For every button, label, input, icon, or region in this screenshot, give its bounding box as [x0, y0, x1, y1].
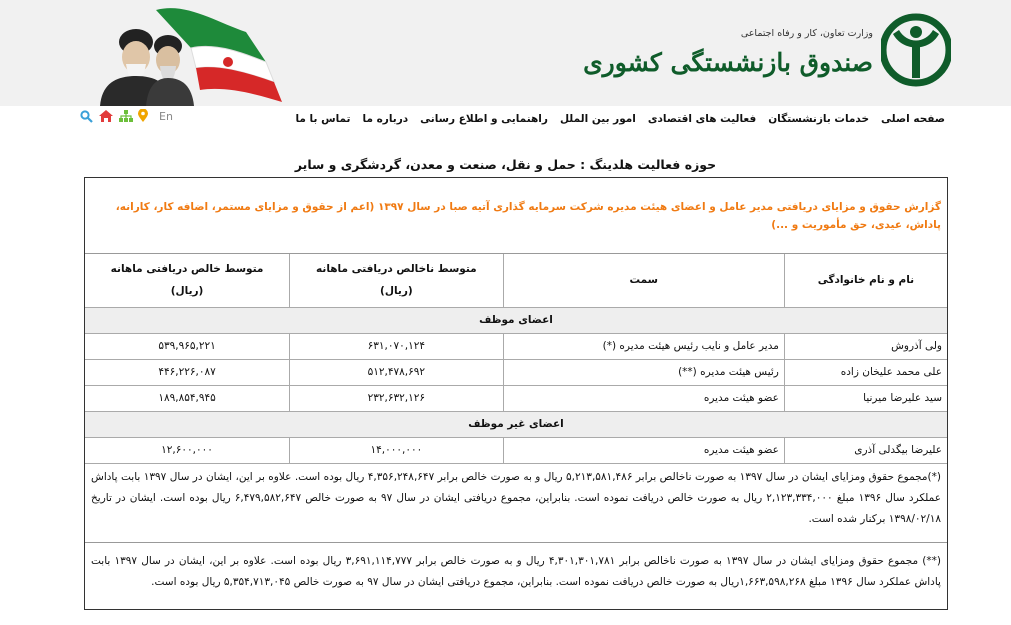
sitemap-icon[interactable]	[119, 109, 133, 123]
header-name: نام و نام خانوادگی	[784, 254, 947, 307]
page-title: حوزه فعالیت هلدینگ : حمل و نقل، صنعت و معدن، گردشگری و سایر	[294, 157, 717, 172]
table-header-row	[85, 254, 947, 307]
toolbar-icons	[80, 109, 173, 123]
cell-position: مدیر عامل و نایب رئیس هیئت مدیره (*)	[503, 333, 784, 359]
logo-mark-icon	[881, 12, 951, 90]
cell-name: سید علیرضا میرنیا	[784, 385, 947, 411]
cell-gross: ۱۴,۰۰۰,۰۰۰	[290, 437, 504, 463]
header-position: سمت	[503, 254, 784, 307]
header-gross-label: متوسط ناخالص دریافتی ماهانه	[316, 263, 477, 276]
footnote-2: (**) مجموع حقوق ومزایای ایشان در سال ۱۳۹۷ به صورت ناخالص برابر ۴,۳۰۱,۳۰۱,۷۸۱ ریال و به صورت خالص برابر ۳,۶۹۱,۱۱۴,۷۷۷ ریال بوده است. علاوه بر این، ایشان در سال ۱۳۹۷ بابت پاداش عملکرد سال ۱۳۹۶ مبلغ ۱,۶۶۳,۵۹۸,۲۶۸ریال به صورت خالص دریافت نموده است. بنابراین، مجموع دریافتی ایشان در سال ۹۷ به صورت خالص ۵,۳۵۴,۷۱۳,۰۴۵ ریال بوده است.	[91, 554, 941, 588]
nav-economic-activities[interactable]: فعالیت های اقتصادی	[647, 113, 757, 125]
section-row-full-time	[85, 307, 947, 333]
main-nav	[289, 113, 951, 125]
section-label: اعضای غیر موظف	[85, 411, 947, 437]
header-net-unit: (ریال)	[170, 285, 204, 298]
cell-gross: ۲۳۲,۶۳۲,۱۲۶	[290, 385, 504, 411]
nav-guide-info[interactable]: راهنمایی و اطلاع رسانی	[420, 113, 548, 125]
cell-position: رئیس هیئت مدیره (**)	[503, 359, 784, 385]
header-gross	[290, 254, 504, 307]
cell-net: ۱۲,۶۰۰,۰۰۰	[85, 437, 290, 463]
footnote-1: (*)مجموع حقوق ومزایای ایشان در سال ۱۳۹۷ به صورت ناخالص برابر ۵,۲۱۳,۵۸۱,۴۸۶ ریال و به صورت خالص برابر ۴,۳۵۶,۲۴۸,۶۴۷ ریال بوده است. علاوه بر این، ایشان در سال ۱۳۹۷ بابت پاداش عملکرد سال ۱۳۹۶ مبلغ ۲,۱۲۳,۳۳۴,۰۰۰ ریال به صورت خالص دریافت نموده است. بنابراین، مجموع دریافتی ایشان در سال ۹۷ به صورت خالص ۶,۴۷۹,۵۸۲,۶۴۷ ریال بوده است. ایشان در تاریخ ۱۳۹۸/۰۲/۱۸ برکنار شده است.	[85, 464, 947, 543]
table-row	[85, 333, 947, 359]
cell-name: ولی آذروش	[784, 333, 947, 359]
report-box	[84, 177, 948, 610]
org-name: صندوق بازنشستگی کشوری	[583, 48, 873, 77]
search-icon[interactable]	[80, 110, 93, 123]
table-row	[85, 437, 947, 463]
language-switch-en[interactable]: En	[159, 109, 173, 123]
nav-retiree-services[interactable]: خدمات بازنشستگان	[768, 113, 870, 125]
nav-about[interactable]: درباره ما	[362, 113, 409, 125]
leaders-flag-image	[96, 2, 286, 106]
nav-international[interactable]: امور بین الملل	[559, 113, 636, 125]
cell-name: علیرضا بیگدلی آذری	[784, 437, 947, 463]
cell-net: ۴۴۶,۲۲۶,۰۸۷	[85, 359, 290, 385]
table-row	[85, 359, 947, 385]
report-heading: گزارش حقوق و مزایای دریافتی مدیر عامل و اعضای هیئت مدیره شرکت سرمایه گذاری آتیه صبا در سال ۱۳۹۷ (اعم از حقوق و مزایای مستمر، اضافه کار، کارانه، پاداش، عیدی، حق مأموریت و ...)	[85, 178, 947, 254]
logo[interactable]	[583, 12, 951, 92]
cell-position: عضو هیئت مدیره	[503, 385, 784, 411]
header-banner	[0, 0, 1011, 106]
section-row-non-full-time	[85, 411, 947, 437]
nav-home[interactable]: صفحه اصلی	[881, 113, 945, 125]
cell-gross: ۵۱۲,۴۷۸,۶۹۲	[290, 359, 504, 385]
section-label: اعضای موظف	[85, 307, 947, 333]
cell-net: ۱۸۹,۸۵۴,۹۴۵	[85, 385, 290, 411]
header-net-label: متوسط خالص دریافتی ماهانه	[110, 263, 264, 276]
cell-net: ۵۳۹,۹۶۵,۲۲۱	[85, 333, 290, 359]
location-icon[interactable]	[138, 109, 148, 123]
ministry-name: وزارت تعاون، کار و رفاه اجتماعی	[740, 28, 873, 39]
header-gross-unit: (ریال)	[380, 285, 413, 298]
table-row	[85, 385, 947, 411]
header-net	[85, 254, 290, 307]
cell-name: علی محمد علیخان زاده	[784, 359, 947, 385]
cell-position: عضو هیئت مدیره	[503, 437, 784, 463]
cell-gross: ۶۳۱,۰۷۰,۱۲۴	[290, 333, 504, 359]
home-icon[interactable]	[98, 109, 114, 123]
nav-contact[interactable]: تماس با ما	[295, 113, 351, 125]
salary-table	[85, 254, 947, 464]
